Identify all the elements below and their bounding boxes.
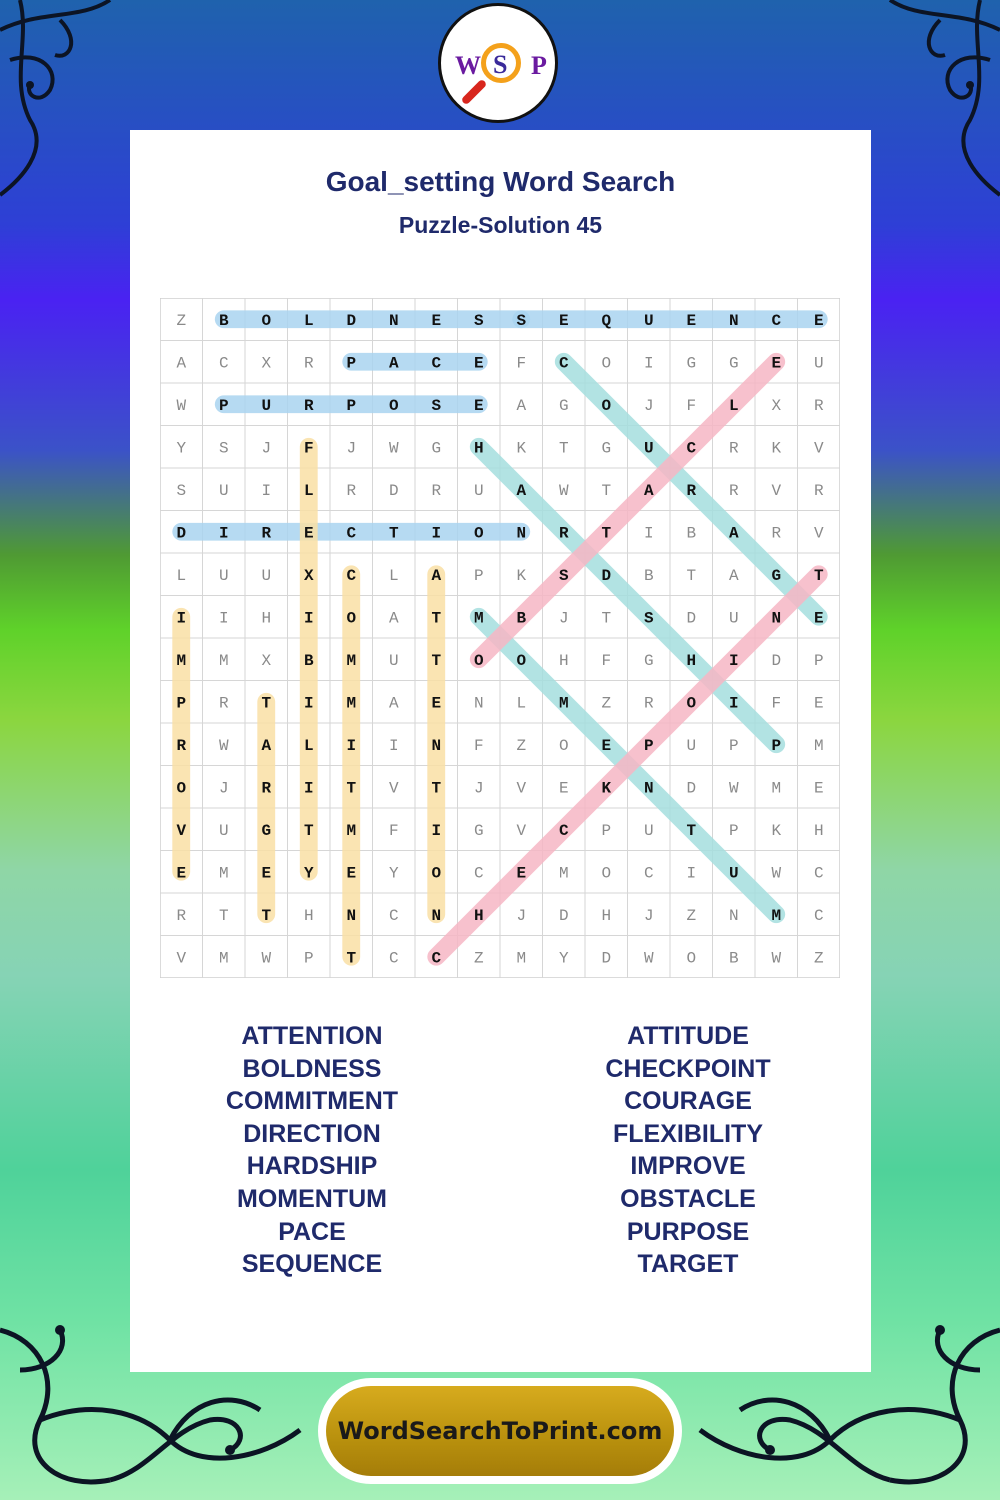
grid-letter: K: [771, 439, 782, 458]
grid-letter: W: [218, 736, 229, 755]
grid-letter: U: [643, 439, 654, 458]
grid-letter: N: [516, 524, 527, 543]
grid-letter: C: [431, 949, 442, 968]
site-logo: [438, 3, 558, 123]
grid-letter: N: [771, 609, 782, 628]
grid-letter: G: [643, 651, 654, 670]
grid-letter: B: [728, 949, 739, 968]
grid-letter: R: [176, 736, 187, 755]
grid-letter: Y: [388, 864, 399, 883]
grid-letter: K: [516, 439, 527, 458]
grid-letter: G: [261, 821, 272, 840]
grid-letter: P: [346, 354, 357, 373]
grid-letter: V: [176, 949, 187, 968]
grid-letter: I: [431, 524, 442, 543]
word-list-item: OBSTACLE: [620, 1184, 756, 1213]
grid-letter: F: [303, 439, 314, 458]
grid-letter: Y: [303, 864, 314, 883]
grid-letter: Z: [176, 311, 187, 330]
grid-letter: R: [771, 524, 782, 543]
grid-letter: F: [601, 651, 612, 670]
grid-letter: K: [771, 821, 782, 840]
grid-letter: C: [686, 439, 697, 458]
logo-letter-s: S: [493, 50, 508, 79]
grid-letter: E: [303, 524, 314, 543]
grid-letter: U: [728, 609, 739, 628]
grid-letter: O: [176, 779, 187, 798]
grid-letter: J: [261, 439, 272, 458]
grid-letter: R: [686, 481, 697, 500]
grid-letter: O: [261, 311, 272, 330]
grid-letter: W: [643, 949, 654, 968]
grid-letter: E: [176, 864, 187, 883]
grid-letter: J: [346, 439, 357, 458]
word-list-item: BOLDNESS: [242, 1054, 382, 1083]
word-list-item: PACE: [278, 1217, 346, 1246]
grid-letter: O: [473, 651, 484, 670]
grid-letter: A: [516, 481, 527, 500]
grid-letter: C: [346, 524, 357, 543]
grid-letter: W: [558, 481, 569, 500]
grid-letter: N: [431, 736, 442, 755]
grid-letter: M: [771, 906, 782, 925]
grid-letter: U: [388, 651, 399, 670]
grid-letter: W: [176, 396, 187, 415]
page-subtitle: Puzzle-Solution 45: [398, 212, 603, 238]
grid-letter: X: [771, 396, 782, 415]
grid-letter: N: [473, 694, 484, 713]
grid-letter: M: [176, 651, 187, 670]
grid-letter: G: [771, 566, 782, 585]
grid-letter: U: [261, 396, 272, 415]
grid-letter: M: [813, 736, 824, 755]
grid-letter: I: [388, 736, 399, 755]
grid-letter: E: [558, 779, 569, 798]
grid-letter: U: [643, 311, 654, 330]
grid-letter: S: [558, 566, 569, 585]
grid-letter: D: [176, 524, 187, 543]
word-list-item: ATTENTION: [241, 1022, 383, 1050]
corner-ornament-top-left: [0, 0, 150, 200]
grid-letter: T: [601, 481, 612, 500]
grid-letter: H: [473, 906, 484, 925]
grid-letter: O: [388, 396, 399, 415]
grid-letter: M: [346, 821, 357, 840]
grid-letter: N: [388, 311, 399, 330]
grid-letter: H: [686, 651, 697, 670]
grid-letter: E: [431, 311, 442, 330]
grid-letter: W: [771, 864, 782, 883]
logo-letter-p: P: [531, 51, 547, 80]
grid-letter: M: [473, 609, 484, 628]
grid-letter: T: [218, 906, 229, 925]
grid-letter: P: [728, 736, 739, 755]
grid-letter: C: [346, 566, 357, 585]
grid-letter: P: [303, 949, 314, 968]
grid-letter: G: [431, 439, 442, 458]
grid-letter: D: [686, 609, 697, 628]
grid-letter: A: [516, 396, 527, 415]
grid-letter: T: [558, 439, 569, 458]
grid-letter: K: [601, 779, 612, 798]
grid-letter: P: [473, 566, 484, 585]
grid-letter: A: [261, 736, 272, 755]
grid-letter: H: [813, 821, 824, 840]
grid-letter: N: [431, 906, 442, 925]
grid-letter: J: [558, 609, 569, 628]
grid-letter: M: [346, 694, 357, 713]
grid-letter: E: [813, 609, 824, 628]
grid-letter: R: [728, 439, 739, 458]
grid-letter: O: [431, 864, 442, 883]
word-list-item: FLEXIBILITY: [613, 1119, 763, 1148]
word-list-item: ATTITUDE: [627, 1022, 749, 1050]
grid-letter: E: [601, 736, 612, 755]
grid-letter: W: [771, 949, 782, 968]
grid-letter: P: [643, 736, 654, 755]
grid-letter: E: [346, 864, 357, 883]
grid-letter: P: [346, 396, 357, 415]
grid-letter: J: [473, 779, 484, 798]
grid-letter: T: [346, 949, 357, 968]
grid-letter: Z: [516, 736, 527, 755]
grid-letter: S: [218, 439, 229, 458]
grid-letter: P: [601, 821, 612, 840]
grid-letter: C: [813, 906, 824, 925]
grid-letter: L: [303, 736, 314, 755]
grid-letter: T: [686, 566, 697, 585]
logo-letter-w: W: [455, 51, 481, 80]
grid-letter: R: [176, 906, 187, 925]
grid-letter: C: [431, 354, 442, 373]
grid-letter: P: [771, 736, 782, 755]
corner-ornament-top-right: [850, 0, 1000, 200]
grid-letter: Y: [176, 439, 187, 458]
grid-letter: O: [346, 609, 357, 628]
grid-letter: F: [771, 694, 782, 713]
grid-letter: V: [388, 779, 399, 798]
grid-letter: V: [771, 481, 782, 500]
grid-letter: T: [431, 609, 442, 628]
grid-letter: R: [218, 694, 229, 713]
grid-letter: Z: [813, 949, 824, 968]
grid-letter: C: [558, 354, 569, 373]
grid-letter: U: [643, 821, 654, 840]
grid-letter: R: [813, 396, 824, 415]
grid-letter: M: [558, 864, 569, 883]
grid-letter: U: [218, 566, 229, 585]
grid-letter: R: [261, 779, 272, 798]
grid-letter: M: [218, 864, 229, 883]
grid-letter: S: [473, 311, 484, 330]
grid-letter: G: [558, 396, 569, 415]
grid-letter: H: [261, 609, 272, 628]
grid-letter: F: [516, 354, 527, 373]
word-list-item: CHECKPOINT: [605, 1054, 771, 1083]
magnifier-handle-icon: [461, 79, 488, 106]
grid-letter: C: [218, 354, 229, 373]
grid-letter: V: [813, 524, 824, 543]
grid-letter: M: [218, 949, 229, 968]
grid-letter: E: [771, 354, 782, 373]
grid-letter: D: [388, 481, 399, 500]
grid-letter: R: [558, 524, 569, 543]
grid-letter: F: [473, 736, 484, 755]
grid-letter: Z: [686, 906, 697, 925]
grid-letter: S: [643, 609, 654, 628]
grid-letter: D: [601, 566, 612, 585]
grid-letter: T: [261, 906, 272, 925]
grid-letter: C: [473, 864, 484, 883]
grid-letter: G: [728, 354, 739, 373]
grid-letter: I: [303, 609, 314, 628]
grid-letter: V: [516, 779, 527, 798]
grid-letter: O: [473, 524, 484, 543]
grid-letter: L: [176, 566, 187, 585]
grid-letter: N: [728, 311, 739, 330]
grid-letter: N: [346, 906, 357, 925]
grid-letter: O: [686, 694, 697, 713]
grid-letter: E: [558, 311, 569, 330]
grid-letter: B: [643, 566, 654, 585]
grid-letter: U: [686, 736, 697, 755]
site-link[interactable]: WordSearchToPrint.com: [326, 1386, 674, 1476]
grid-letter: E: [431, 694, 442, 713]
grid-letter: A: [388, 609, 399, 628]
grid-letter: O: [558, 736, 569, 755]
grid-letter: A: [431, 566, 442, 585]
site-banner[interactable]: [318, 1378, 682, 1484]
grid-letter: G: [601, 439, 612, 458]
grid-letter: R: [813, 481, 824, 500]
grid-letter: D: [558, 906, 569, 925]
grid-letter: G: [473, 821, 484, 840]
grid-letter: T: [388, 524, 399, 543]
grid-letter: T: [346, 779, 357, 798]
word-list-item: COURAGE: [624, 1087, 752, 1116]
word-list-item: IMPROVE: [630, 1152, 746, 1181]
grid-letter: L: [303, 481, 314, 500]
word-list-item: DIRECTION: [243, 1119, 381, 1148]
grid-letter: I: [218, 524, 229, 543]
grid-letter: E: [516, 864, 527, 883]
grid-letter: Q: [601, 311, 612, 330]
grid-letter: R: [431, 481, 442, 500]
grid-letter: C: [813, 864, 824, 883]
grid-letter: H: [473, 439, 484, 458]
grid-letter: C: [643, 864, 654, 883]
grid-letter: P: [176, 694, 187, 713]
grid-letter: R: [346, 481, 357, 500]
grid-letter: U: [218, 821, 229, 840]
grid-letter: P: [728, 821, 739, 840]
grid-letter: V: [176, 821, 187, 840]
grid-letter: I: [176, 609, 187, 628]
grid-letter: C: [558, 821, 569, 840]
grid-letter: I: [431, 821, 442, 840]
grid-letter: D: [601, 949, 612, 968]
grid-letter: D: [346, 311, 357, 330]
word-list-item: COMMITMENT: [225, 1087, 399, 1116]
grid-letter: W: [388, 439, 399, 458]
grid-letter: I: [261, 481, 272, 500]
grid-letter: T: [431, 779, 442, 798]
word-list-item: MOMENTUM: [237, 1184, 387, 1213]
grid-letter: P: [218, 396, 229, 415]
grid-letter: I: [643, 354, 654, 373]
grid-letter: S: [516, 311, 527, 330]
grid-letter: R: [643, 694, 654, 713]
grid-letter: C: [771, 311, 782, 330]
grid-letter: L: [303, 311, 314, 330]
grid-letter: A: [643, 481, 654, 500]
grid-letter: T: [813, 566, 824, 585]
grid-letter: C: [388, 949, 399, 968]
grid-letter: O: [601, 354, 612, 373]
grid-letter: T: [601, 609, 612, 628]
grid-letter: A: [176, 354, 187, 373]
grid-letter: J: [643, 906, 654, 925]
grid-letter: F: [388, 821, 399, 840]
grid-letter: Z: [601, 694, 612, 713]
grid-letter: J: [643, 396, 654, 415]
word-list-item: SEQUENCE: [241, 1250, 383, 1279]
grid-letter: K: [516, 566, 527, 585]
grid-letter: R: [303, 396, 314, 415]
puzzle-card: [130, 130, 871, 1372]
grid-letter: T: [261, 694, 272, 713]
grid-letter: B: [303, 651, 314, 670]
grid-letter: V: [813, 439, 824, 458]
grid-letter: X: [261, 354, 272, 373]
grid-letter: E: [261, 864, 272, 883]
grid-letter: A: [728, 566, 739, 585]
grid-letter: T: [601, 524, 612, 543]
word-search-grid: [160, 298, 840, 978]
word-list-item: HARDSHIP: [246, 1152, 378, 1181]
grid-letter: T: [431, 651, 442, 670]
grid-letter: C: [388, 906, 399, 925]
grid-letter: A: [388, 694, 399, 713]
grid-letter: O: [601, 396, 612, 415]
grid-letter: B: [218, 311, 229, 330]
grid-letter: M: [516, 949, 527, 968]
grid-letter: I: [728, 694, 739, 713]
grid-letter: O: [686, 949, 697, 968]
grid-letter: M: [218, 651, 229, 670]
grid-letter: M: [346, 651, 357, 670]
word-list-right: [538, 1020, 838, 1281]
grid-letter: I: [728, 651, 739, 670]
grid-letter: I: [218, 609, 229, 628]
grid-letter: L: [388, 566, 399, 585]
grid-letter: O: [601, 864, 612, 883]
grid-letter: A: [388, 354, 399, 373]
grid-letter: I: [686, 864, 697, 883]
grid-letter: U: [728, 864, 739, 883]
grid-letter: G: [686, 354, 697, 373]
grid-letter: J: [218, 779, 229, 798]
grid-letter: F: [686, 396, 697, 415]
grid-letter: J: [516, 906, 527, 925]
grid-letter: H: [601, 906, 612, 925]
grid-letter: T: [686, 821, 697, 840]
grid-letter: U: [218, 481, 229, 500]
grid-letter: L: [728, 396, 739, 415]
grid-letter: Z: [473, 949, 484, 968]
grid-letter: U: [813, 354, 824, 373]
grid-letter: M: [558, 694, 569, 713]
grid-letter: D: [686, 779, 697, 798]
grid-letter: X: [261, 651, 272, 670]
grid-letter: E: [473, 396, 484, 415]
grid-letter: E: [686, 311, 697, 330]
grid-letter: L: [516, 694, 527, 713]
grid-letter: X: [303, 566, 314, 585]
grid-letter: T: [303, 821, 314, 840]
grid-letter: H: [558, 651, 569, 670]
word-list-item: PURPOSE: [626, 1217, 750, 1246]
grid-letter: R: [261, 524, 272, 543]
grid-letter: D: [771, 651, 782, 670]
grid-letter: I: [346, 736, 357, 755]
grid-letter: N: [728, 906, 739, 925]
grid-letter: P: [813, 651, 824, 670]
grid-letter: E: [813, 779, 824, 798]
grid-letter: B: [686, 524, 697, 543]
grid-letter: V: [516, 821, 527, 840]
word-list-item: TARGET: [637, 1250, 739, 1279]
grid-letter: S: [176, 481, 187, 500]
grid-letter: I: [303, 779, 314, 798]
grid-letter: E: [813, 311, 824, 330]
grid-letter: A: [728, 524, 739, 543]
grid-letter: U: [473, 481, 484, 500]
grid-letter: I: [303, 694, 314, 713]
grid-letter: W: [261, 949, 272, 968]
grid-letter: N: [643, 779, 654, 798]
word-list-left: [162, 1020, 462, 1281]
grid-letter: U: [261, 566, 272, 585]
grid-letter: I: [643, 524, 654, 543]
grid-letter: M: [771, 779, 782, 798]
grid-letter: B: [516, 609, 527, 628]
page-title: Goal_setting Word Search: [325, 166, 676, 197]
grid-letter: S: [431, 396, 442, 415]
grid-letter: Y: [558, 949, 569, 968]
grid-letter: E: [813, 694, 824, 713]
grid-letter: H: [303, 906, 314, 925]
grid-letter: O: [516, 651, 527, 670]
grid-letter: W: [728, 779, 739, 798]
grid-letter: E: [473, 354, 484, 373]
grid-letter: R: [728, 481, 739, 500]
grid-letter: R: [303, 354, 314, 373]
